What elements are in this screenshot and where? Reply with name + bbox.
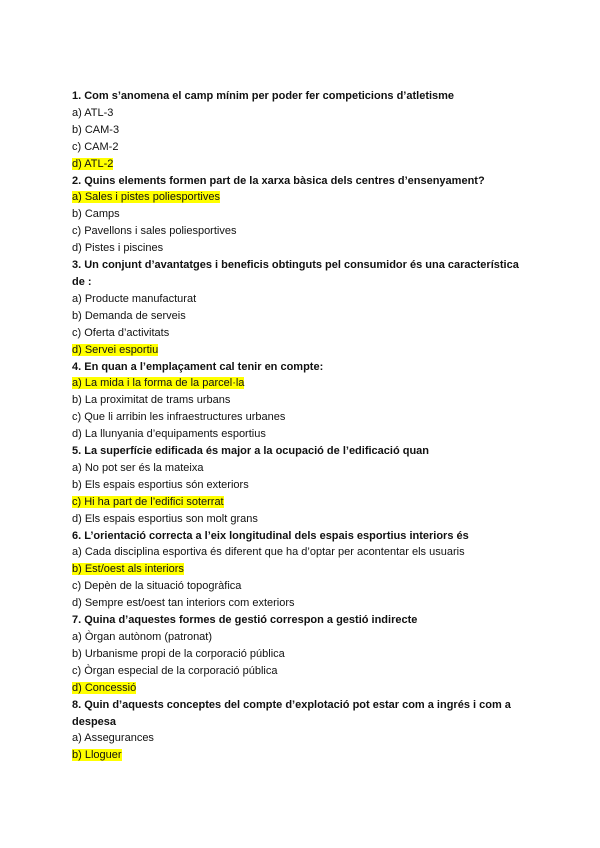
question-8-option-a: a) Assegurances xyxy=(72,732,154,745)
question-7-text: 7. Quina d’aquestes formes de gestió correspon a gestió indirecte xyxy=(72,614,418,627)
question-5-option-a: a) No pot ser és la mateixa xyxy=(72,461,204,474)
question-3-option-b: b) Demanda de serveis xyxy=(72,309,186,322)
question-4-option-c: c) Que li arribin les infraestructures urbanes xyxy=(72,411,286,424)
highlighted-answer: a) La mida i la forma de la parcel·la xyxy=(72,377,245,390)
question-5-text: 5. La superfície edificada és major a la ocupació de l’edificació quan xyxy=(72,445,430,458)
question-6-option-a: a) Cada disciplina esportiva és diferent que ha d’optar per acontentar els usuaris xyxy=(72,546,465,559)
highlighted-answer: d) Concessió xyxy=(72,681,137,694)
highlighted-answer: d) ATL-2 xyxy=(72,157,114,170)
question-4-option-a xyxy=(72,375,532,392)
question-2-option-a xyxy=(72,189,532,206)
question-2-text: 2. Quins elements formen part de la xarxa bàsica dels centres d’ensenyament? xyxy=(72,174,485,187)
question-2-option-b: b) Camps xyxy=(72,208,120,221)
question-8-text: 8. Quin d’aquests conceptes del compte d’explotació pot estar com a ingrés i com a despesa xyxy=(72,698,511,728)
question-4-text: 4. En quan a l’emplaçament cal tenir en compte: xyxy=(72,360,324,373)
question-4-option-b: b) La proximitat de trams urbans xyxy=(72,394,231,407)
question-6-option-c: c) Depèn de la situació topogràfica xyxy=(72,580,242,593)
question-7-option-a: a) Òrgan autònom (patronat) xyxy=(72,631,213,643)
question-7-option-c: c) Òrgan especial de la corporació pública xyxy=(72,664,278,677)
question-6-option-b xyxy=(72,561,532,578)
question-5-option-c xyxy=(72,494,532,511)
question-5-option-d: d) Els espais esportius son molt grans xyxy=(72,512,258,525)
question-3-option-d xyxy=(72,342,532,359)
highlighted-answer: b) Lloguer xyxy=(72,749,122,762)
question-2-option-d: d) Pistes i piscines xyxy=(72,242,164,255)
question-3-option-c: c) Oferta d’activitats xyxy=(72,326,170,339)
question-1-option-b: b) CAM-3 xyxy=(72,123,120,136)
question-1-option-c: c) CAM-2 xyxy=(72,140,119,153)
question-3-text: 3. Un conjunt d’avantatges i beneficis obtinguts pel consumidor és una característica de : xyxy=(72,259,519,288)
question-1-option-d xyxy=(72,156,532,173)
highlighted-answer: b) Est/oest als interiors xyxy=(72,563,184,576)
highlighted-answer: a) Sales i pistes poliesportives xyxy=(72,191,220,204)
question-2-option-c: c) Pavellons i sales poliesportives xyxy=(72,225,237,238)
question-8-option-b xyxy=(72,747,532,764)
question-1-option-a: a) ATL-3 xyxy=(72,106,114,119)
question-3-option-a: a) Producte manufacturat xyxy=(72,292,197,305)
highlighted-answer: d) Servei esportiu xyxy=(72,343,159,356)
question-6-option-d: d) Sempre est/oest tan interiors com exteriors xyxy=(72,597,295,610)
question-5-option-b: b) Els espais esportius són exteriors xyxy=(72,478,249,491)
question-4-option-d: d) La llunyania d’equipaments esportius xyxy=(72,428,266,441)
question-7-option-d xyxy=(72,680,532,697)
question-6-text: 6. L’orientació correcta a l’eix longitudinal dels espais esportius interiors és xyxy=(72,529,469,542)
highlighted-answer: c) Hi ha part de l’edifici soterrat xyxy=(72,495,224,508)
question-1-text: 1. Com s’anomena el camp mínim per poder fer competicions d’atletisme xyxy=(72,90,455,102)
question-list xyxy=(72,88,532,764)
question-7-option-b: b) Urbanisme propi de la corporació pública xyxy=(72,647,285,660)
